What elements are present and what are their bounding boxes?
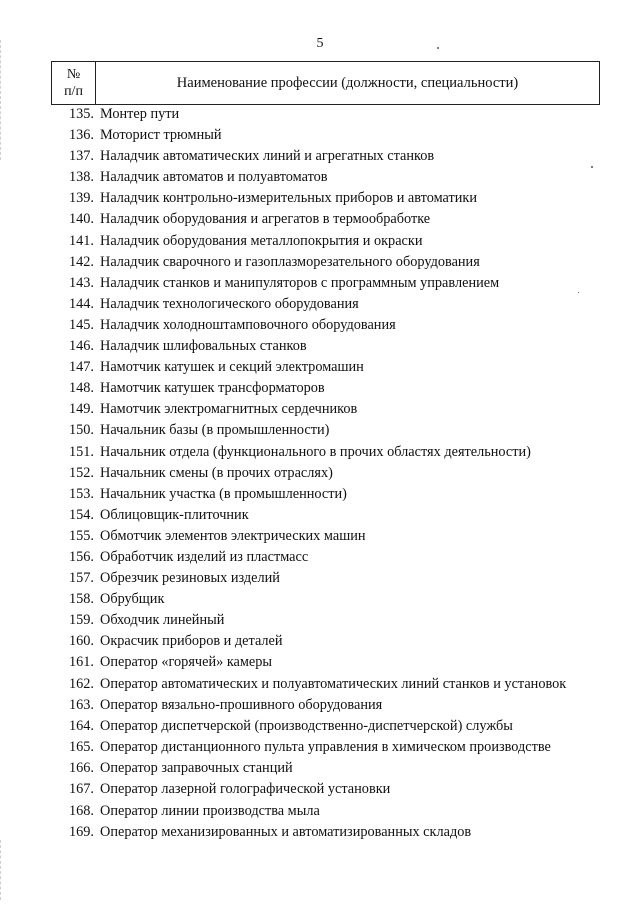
- profession-name: Наладчик оборудования и агрегатов в термообработке: [100, 211, 431, 228]
- profession-name: Обрезчик резиновых изделий: [100, 570, 280, 587]
- profession-name: Начальник базы (в промышленности): [100, 422, 330, 439]
- row-number: 167.: [68, 781, 94, 798]
- profession-name: Оператор вязально-прошивного оборудования: [100, 697, 383, 714]
- profession-name: Оператор лазерной голографической установки: [100, 781, 391, 798]
- profession-name: Обрубщик: [100, 591, 165, 608]
- table-row: [51, 294, 600, 315]
- table-row: [51, 758, 600, 779]
- row-number: 159.: [68, 612, 94, 629]
- profession-name: Оператор линии производства мыла: [100, 802, 320, 819]
- profession-name: Монтер пути: [100, 106, 180, 122]
- profession-name: Оператор «горячей» камеры: [100, 654, 273, 671]
- header-number-sign: №: [66, 67, 81, 82]
- table-row: [51, 209, 600, 230]
- table-row: [51, 188, 600, 209]
- table-row: [51, 104, 600, 125]
- profession-name: Начальник отдела (функционального в прочих областях деятельности): [100, 443, 531, 460]
- table-row: [51, 526, 600, 547]
- row-number: 156.: [68, 548, 94, 565]
- profession-name: Начальник участка (в промышленности): [100, 485, 347, 502]
- scan-edge-top: [0, 40, 3, 160]
- profession-name: Намотчик катушек трансформаторов: [100, 380, 325, 397]
- row-number: 157.: [68, 570, 94, 587]
- row-number: 138.: [68, 169, 94, 186]
- profession-name: Наладчик автоматических линий и агрегатных станков: [100, 148, 435, 165]
- profession-name: Обмотчик элементов электрических машин: [100, 527, 366, 544]
- profession-name: Оператор механизированных и автоматизированных складов: [100, 823, 472, 840]
- table-row: [51, 505, 600, 526]
- row-number: 136.: [68, 127, 94, 144]
- table-row: [51, 695, 600, 716]
- profession-name: Наладчик сварочного и газоплазморезательного оборудования: [100, 253, 480, 270]
- table-row: [51, 547, 600, 568]
- profession-name: Оператор автоматических и полуавтоматических линий станков и установок: [100, 675, 567, 692]
- profession-name: Наладчик автоматов и полуавтоматов: [100, 169, 328, 186]
- profession-name: Оператор дистанционного пульта управления в химическом производстве: [100, 739, 551, 756]
- table-row: [51, 378, 600, 399]
- profession-name: Намотчик катушек и секций электромашин: [100, 359, 364, 376]
- table-row: [51, 822, 600, 843]
- table-row: [51, 442, 600, 463]
- row-number: 144.: [68, 295, 94, 312]
- row-number: 164.: [68, 718, 94, 735]
- row-number: 168.: [68, 802, 94, 819]
- profession-name: Намотчик электромагнитных сердечников: [100, 401, 358, 418]
- row-number: 161.: [68, 654, 94, 671]
- profession-list: [51, 104, 600, 843]
- row-number: 158.: [68, 591, 94, 608]
- row-number: 140.: [68, 211, 94, 228]
- row-number: 151.: [68, 443, 94, 460]
- row-number: 148.: [68, 380, 94, 397]
- row-number: 143.: [68, 274, 94, 291]
- profession-name: Окрасчик приборов и деталей: [100, 633, 283, 650]
- row-number: 162.: [68, 675, 94, 692]
- profession-name: Оператор заправочных станций: [100, 760, 293, 777]
- row-number: 153.: [68, 485, 94, 502]
- table-row: [51, 463, 600, 484]
- profession-name: Облицовщик-плиточник: [100, 506, 249, 523]
- row-number: 150.: [68, 422, 94, 439]
- table-row: [51, 399, 600, 420]
- table-header: [51, 61, 600, 105]
- header-name-column: Наименование профессии (должности, специальности): [176, 74, 519, 91]
- table-row: [51, 336, 600, 357]
- table-row: [51, 737, 600, 758]
- row-number: 169.: [68, 823, 94, 840]
- row-number: 155.: [68, 527, 94, 544]
- row-number: 141.: [68, 232, 94, 249]
- table-row: [51, 273, 600, 294]
- table-row: [51, 716, 600, 737]
- table-row: [51, 652, 600, 673]
- profession-name: Наладчик холодноштамповочного оборудования: [100, 316, 396, 333]
- row-number: 152.: [68, 464, 94, 481]
- table-row: [51, 231, 600, 252]
- profession-name: Наладчик технологического оборудования: [100, 295, 359, 312]
- profession-name: Обработчик изделий из пластмасс: [100, 548, 309, 565]
- scan-edge-bottom: [0, 840, 3, 900]
- table-row: [51, 568, 600, 589]
- profession-name: Наладчик шлифовальных станков: [100, 338, 307, 355]
- profession-name: Наладчик станков и манипуляторов с программным управлением: [100, 274, 500, 291]
- profession-name: Обходчик линейный: [100, 612, 225, 629]
- row-number: 145.: [68, 316, 94, 333]
- row-number: 149.: [68, 401, 94, 418]
- row-number: 154.: [68, 506, 94, 523]
- table-row: [51, 779, 600, 800]
- table-row: [51, 589, 600, 610]
- row-number: 166.: [68, 760, 94, 777]
- row-number: 135.: [68, 106, 94, 122]
- row-number: 142.: [68, 253, 94, 270]
- row-number: 147.: [68, 359, 94, 376]
- profession-name: Наладчик оборудования металлопокрытия и окраски: [100, 232, 423, 249]
- profession-name: Оператор диспетчерской (производственно-диспетчерской) службы: [100, 718, 513, 735]
- table-row: [51, 125, 600, 146]
- row-number: 137.: [68, 148, 94, 165]
- table-row: [51, 167, 600, 188]
- row-number: 139.: [68, 190, 94, 207]
- table-row: [51, 631, 600, 652]
- table-row: [51, 484, 600, 505]
- header-number-column: [52, 62, 96, 104]
- table-row: [51, 420, 600, 441]
- table-row: [51, 252, 600, 273]
- table-row: [51, 315, 600, 336]
- page-number: 5: [316, 36, 324, 51]
- table-row: [51, 146, 600, 167]
- table-row: [51, 801, 600, 822]
- table-row: [51, 674, 600, 696]
- row-number: 146.: [68, 338, 94, 355]
- profession-name: Наладчик контрольно-измерительных приборов и автоматики: [100, 190, 478, 207]
- profession-name: Моторист трюмный: [100, 127, 222, 144]
- row-number: 163.: [68, 697, 94, 714]
- table-row: [51, 610, 600, 631]
- row-number: 165.: [68, 739, 94, 756]
- table-row: [51, 357, 600, 378]
- row-number: 160.: [68, 633, 94, 650]
- profession-name: Начальник смены (в прочих отраслях): [100, 464, 333, 481]
- header-number-abbrev: п/п: [64, 84, 83, 99]
